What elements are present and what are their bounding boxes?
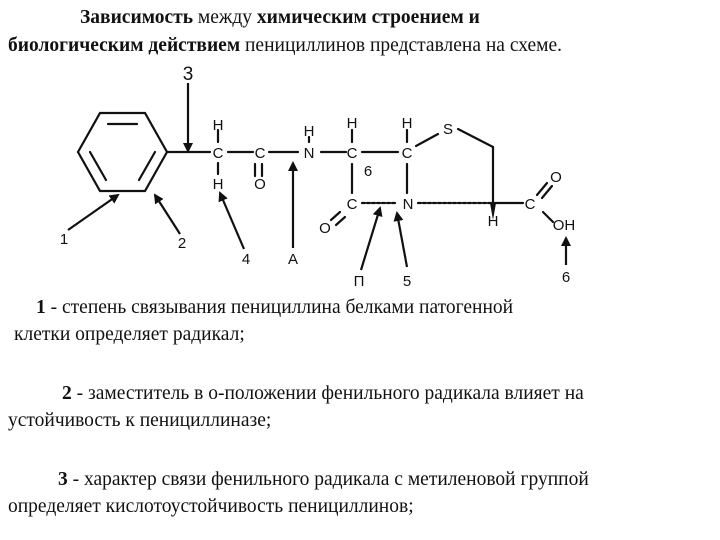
point-number: 2 — [62, 383, 72, 404]
point-1-line-1 — [8, 294, 714, 321]
heading-line-1 — [8, 4, 714, 32]
marker-5: 5 — [402, 273, 412, 290]
atom-o: O — [319, 220, 331, 237]
atom-h: H — [487, 213, 499, 230]
point-3 — [8, 466, 714, 520]
point-3-line-1 — [8, 466, 714, 493]
ring-number-6: 6 — [363, 163, 373, 180]
heading-bold-2: химическим строением и — [256, 7, 480, 28]
atom-c: C — [254, 145, 266, 162]
arrow-2 — [155, 195, 180, 234]
atom-h: H — [303, 123, 315, 140]
atom-h: H — [346, 115, 358, 132]
atom-n: N — [303, 145, 315, 162]
arrow-5 — [397, 213, 407, 267]
marker-4: 4 — [241, 251, 251, 268]
marker-p: П — [353, 273, 365, 290]
point-1 — [8, 294, 714, 348]
point-text: - степень связывания пенициллина белками патогенной — [45, 297, 514, 318]
heading-line-2 — [8, 32, 714, 60]
point-text: - заместитель в о-положении фенильного радикала влияет на — [71, 383, 584, 404]
atom-s: S — [442, 121, 454, 138]
arrow-1 — [68, 195, 118, 230]
atom-h: H — [401, 115, 413, 132]
atom-c: C — [346, 196, 358, 213]
marker-6: 6 — [561, 269, 571, 286]
arrow-4 — [220, 193, 244, 249]
atom-n: N — [402, 196, 414, 213]
atom-h: H — [212, 117, 224, 134]
point-number: 1 — [36, 297, 46, 318]
penicillin-structure-scheme — [40, 62, 640, 302]
atom-h: H — [212, 176, 224, 193]
point-1-line-2: клетки определяет радикал; — [14, 324, 245, 345]
atom-o: O — [254, 176, 266, 193]
point-2 — [8, 380, 714, 434]
heading-plain-2: пенициллинов представлена на схеме. — [240, 35, 563, 56]
heading-bold-3: биологическим действием — [8, 35, 241, 56]
point-2-line-1 — [8, 380, 714, 407]
point-3-line-2: определяет кислотоустойчивость пенициллинов; — [8, 496, 414, 517]
atom-oh: OH — [552, 217, 576, 234]
atom-c: C — [346, 145, 358, 162]
atom-c: C — [212, 145, 224, 162]
heading-bold-1: Зависимость — [80, 7, 194, 28]
atom-o: O — [550, 169, 562, 186]
atom-c: C — [401, 145, 413, 162]
marker-1: 1 — [59, 231, 69, 248]
point-number: 3 — [58, 469, 68, 490]
arrow-p — [361, 208, 380, 270]
heading-plain-1: между — [193, 7, 257, 28]
heading — [8, 4, 714, 60]
marker-2: 2 — [177, 235, 187, 252]
marker-a: A — [287, 251, 299, 268]
point-2-line-2: устойчивость к пенициллиназе; — [8, 410, 272, 431]
point-text: - характер связи фенильного радикала с метиленовой группой — [67, 469, 589, 490]
marker-3: 3 — [182, 64, 194, 85]
atom-c: C — [524, 196, 536, 213]
